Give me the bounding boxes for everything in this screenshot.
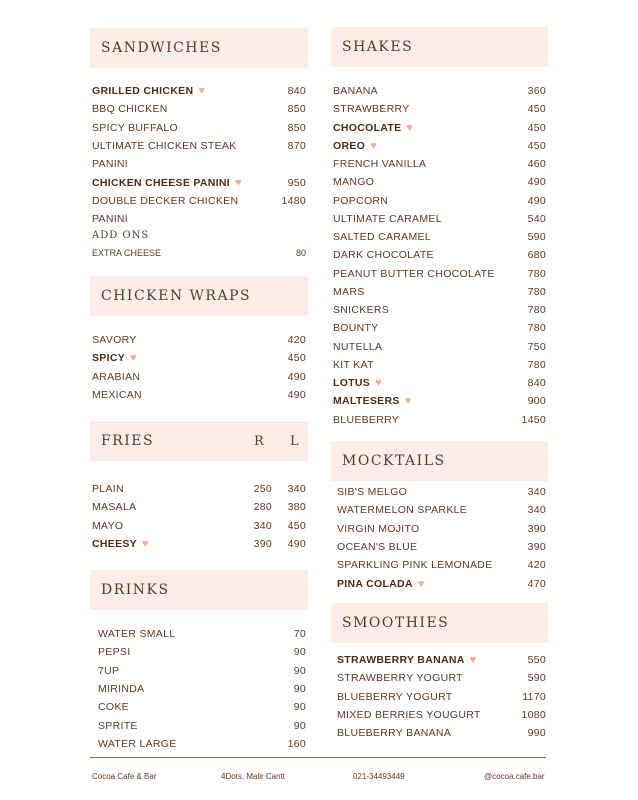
footer-name: Cocoa Cafe & Bar xyxy=(92,772,157,781)
item-name xyxy=(92,501,136,513)
item-name-text: PANINI xyxy=(92,213,129,226)
heart-icon: ♥ xyxy=(406,121,414,134)
heart-icon: ♥ xyxy=(198,85,206,97)
menu-item xyxy=(333,155,546,173)
item-name-text: BANANA xyxy=(333,85,378,97)
item-name xyxy=(92,158,128,170)
menu-item xyxy=(92,386,306,404)
item-name-text: MALTESERS xyxy=(333,395,400,408)
item-price: 850 xyxy=(287,121,306,134)
item-name xyxy=(92,85,205,97)
menu-item xyxy=(92,331,306,349)
item-name-text: CHOCOLATE xyxy=(333,121,402,134)
item-name-text: NUTELLA xyxy=(333,340,383,353)
menu-item xyxy=(337,483,546,501)
menu-item xyxy=(333,411,546,429)
item-price: 990 xyxy=(527,727,546,740)
heart-icon: ♥ xyxy=(469,654,477,666)
menu-item xyxy=(333,338,546,356)
menu-item xyxy=(333,228,546,246)
item-price: 450 xyxy=(527,139,546,152)
item-prices xyxy=(238,520,306,532)
menu-item xyxy=(333,192,546,210)
menu-item xyxy=(92,349,306,367)
item-name xyxy=(337,578,425,590)
item-name xyxy=(333,377,382,389)
item-name xyxy=(333,231,431,243)
mocktails-header xyxy=(331,441,548,481)
menu-item xyxy=(92,137,306,155)
section-title: FRIES xyxy=(101,433,155,449)
heart-icon: ♥ xyxy=(130,352,137,365)
item-name-text: BOUNTY xyxy=(333,322,379,335)
price-large: 490 xyxy=(287,537,306,550)
item-price: 780 xyxy=(527,267,546,280)
item-price: 680 xyxy=(527,249,546,262)
item-name xyxy=(337,523,419,535)
menu-item xyxy=(98,625,306,643)
section-title: DRINKS xyxy=(101,582,170,598)
item-name xyxy=(92,352,137,364)
item-name-text: PINA COLADA xyxy=(337,577,413,590)
menu-item xyxy=(337,669,546,687)
menu-item xyxy=(333,319,546,337)
menu-item xyxy=(92,368,306,386)
item-name xyxy=(337,541,417,553)
item-name xyxy=(337,654,476,666)
item-name-text: SPARKLING PINK LEMONADE xyxy=(337,559,493,572)
item-price: 550 xyxy=(527,654,546,666)
menu-item xyxy=(92,155,306,173)
item-price: 780 xyxy=(527,304,546,316)
item-price: 360 xyxy=(527,85,546,97)
item-name xyxy=(98,665,119,677)
item-name xyxy=(92,177,242,189)
menu-item xyxy=(98,643,306,661)
menu-item xyxy=(98,717,306,735)
menu-item xyxy=(337,688,546,706)
item-price: 390 xyxy=(527,540,546,553)
item-price: 90 xyxy=(293,682,306,695)
item-name-text: COKE xyxy=(98,701,129,714)
price-large: 450 xyxy=(287,519,306,532)
item-name xyxy=(337,672,463,684)
price-regular: 250 xyxy=(253,483,272,495)
menu-item xyxy=(92,100,306,118)
item-price: 90 xyxy=(293,646,306,659)
item-prices xyxy=(238,501,306,513)
menu-item xyxy=(92,210,306,228)
item-name xyxy=(337,727,451,739)
item-name-text: BBQ CHICKEN xyxy=(92,103,168,116)
drinks-header xyxy=(90,570,308,610)
menu-item xyxy=(92,174,306,192)
item-name xyxy=(333,414,399,426)
item-name-text: SPICY BUFFALO xyxy=(92,121,178,134)
price-regular: 340 xyxy=(253,519,272,532)
menu-item xyxy=(98,735,306,753)
item-name xyxy=(337,559,493,571)
item-name-text: VIRGIN MOJITO xyxy=(337,522,420,535)
item-name xyxy=(333,359,374,371)
item-name-text: MARS xyxy=(333,285,365,298)
item-name-text: PEANUT BUTTER CHOCOLATE xyxy=(333,267,495,280)
menu-item xyxy=(92,517,306,535)
item-name: EXTRA CHEESE xyxy=(92,248,162,258)
item-name-text: DARK CHOCOLATE xyxy=(333,249,434,262)
item-name xyxy=(98,646,130,658)
item-name xyxy=(337,504,467,516)
item-price: 490 xyxy=(527,176,546,189)
item-price: 490 xyxy=(527,194,546,207)
item-name-text: PANINI xyxy=(92,158,129,171)
item-price: 540 xyxy=(527,212,546,225)
item-name xyxy=(333,158,426,170)
item-name-text: MEXICAN xyxy=(92,388,142,401)
item-name-text: CHICKEN CHEESE PANINI xyxy=(92,176,230,189)
addon-item xyxy=(92,248,306,258)
item-name-text: ULTIMATE CARAMEL xyxy=(333,212,442,225)
heart-icon: ♥ xyxy=(234,176,242,189)
heart-icon: ♥ xyxy=(370,139,377,152)
item-price: 340 xyxy=(527,486,546,498)
item-price: 850 xyxy=(287,103,306,116)
item-prices xyxy=(238,483,306,495)
item-price: 1480 xyxy=(281,194,306,207)
item-price: 470 xyxy=(527,577,546,590)
item-name-text: LOTUS xyxy=(333,377,371,389)
item-name-text: MASALA xyxy=(92,501,137,514)
item-name xyxy=(98,701,129,713)
item-name xyxy=(333,249,434,261)
item-name-text: PLAIN xyxy=(92,483,124,495)
sandwiches-header xyxy=(90,28,308,68)
item-name-text: SIB'S MELGO xyxy=(337,486,408,498)
item-price: 950 xyxy=(287,176,306,189)
item-price: 780 xyxy=(527,322,546,335)
menu-item xyxy=(337,520,546,538)
section-title: SANDWICHES xyxy=(101,40,222,56)
item-name-text: SALTED CARAMEL xyxy=(333,231,431,243)
item-name xyxy=(337,691,452,703)
menu-item xyxy=(337,556,546,574)
item-price: 780 xyxy=(527,285,546,298)
item-name xyxy=(337,486,407,498)
item-name-text: 7UP xyxy=(98,664,120,677)
item-name xyxy=(98,683,144,695)
item-name xyxy=(92,140,236,152)
smoothies-header xyxy=(331,603,548,643)
item-price: 90 xyxy=(293,664,306,677)
item-name-text: BLUEBERRY BANANA xyxy=(337,727,452,740)
item-price: 590 xyxy=(527,231,546,243)
item-name xyxy=(333,286,365,298)
heart-icon: ♥ xyxy=(375,377,382,389)
menu-item xyxy=(337,575,546,593)
item-name xyxy=(333,176,374,188)
heart-icon: ♥ xyxy=(404,395,412,408)
section-title: SMOOTHIES xyxy=(342,615,450,631)
footer-divider xyxy=(90,757,546,758)
item-price: 780 xyxy=(527,358,546,371)
item-name-text: STRAWBERRY BANANA xyxy=(337,654,465,666)
menu-item xyxy=(333,82,546,100)
item-price: 490 xyxy=(287,388,306,401)
item-price: 450 xyxy=(527,121,546,134)
item-name xyxy=(92,371,140,383)
item-name xyxy=(92,213,128,225)
menu-item xyxy=(333,210,546,228)
item-name xyxy=(333,213,442,225)
menu-item xyxy=(92,119,306,137)
item-price: 900 xyxy=(527,395,546,408)
item-price: 80 xyxy=(295,248,306,258)
item-price: 590 xyxy=(527,672,546,685)
item-price: 90 xyxy=(293,701,306,714)
item-price: 420 xyxy=(287,334,306,346)
fries-col-l: L xyxy=(290,433,299,449)
item-name-text: SAVORY xyxy=(92,334,137,346)
price-large: 380 xyxy=(287,501,306,514)
section-title: CHICKEN WRAPS xyxy=(101,288,252,304)
item-name xyxy=(333,103,410,115)
item-name xyxy=(92,195,238,207)
menu-item xyxy=(92,535,306,553)
menu-item xyxy=(333,374,546,392)
item-name-text: CHEESY xyxy=(92,537,137,550)
item-price: 450 xyxy=(287,352,306,365)
menu-item xyxy=(92,82,306,100)
menu-item xyxy=(333,119,546,137)
heart-icon: ♥ xyxy=(417,577,425,590)
item-name xyxy=(98,628,175,640)
item-name-text: MIXED BERRIES YOUGURT xyxy=(337,708,481,721)
section-title: MOCKTAILS xyxy=(342,453,446,469)
item-price: 70 xyxy=(293,628,306,640)
item-name xyxy=(98,738,177,750)
menu-item xyxy=(92,498,306,516)
menu-item xyxy=(98,662,306,680)
item-name xyxy=(92,122,178,134)
addons-title: ADD ONS xyxy=(92,230,150,241)
item-name-text: WATER SMALL xyxy=(98,628,176,640)
item-price: 1450 xyxy=(521,413,546,426)
item-name xyxy=(333,395,412,407)
item-price: 390 xyxy=(527,522,546,535)
item-price: 840 xyxy=(527,377,546,389)
item-name xyxy=(333,268,495,280)
menu-item xyxy=(333,173,546,191)
fries-col-r: R xyxy=(254,433,264,449)
shakes-header xyxy=(331,27,548,67)
item-name-text: FRENCH VANILLA xyxy=(333,158,427,170)
item-name-text: OREO xyxy=(333,139,366,152)
item-name xyxy=(92,103,168,115)
item-name-text: BLUEBERRY xyxy=(333,413,400,426)
menu-item xyxy=(337,651,546,669)
item-name xyxy=(92,520,123,532)
item-prices xyxy=(238,538,306,550)
item-name-text: SNICKERS xyxy=(333,304,390,316)
item-price: 870 xyxy=(287,139,306,152)
item-name-text: BLUEBERRY YOGURT xyxy=(337,690,453,703)
menu-item xyxy=(333,137,546,155)
price-regular: 390 xyxy=(253,537,272,550)
item-name-text: MAYO xyxy=(92,519,124,532)
item-name xyxy=(337,709,481,721)
item-name-text: STRAWBERRY xyxy=(333,103,410,116)
item-price: 1080 xyxy=(521,708,546,721)
item-name xyxy=(333,195,388,207)
item-price: 160 xyxy=(287,737,306,750)
menu-item xyxy=(337,501,546,519)
item-name xyxy=(92,538,149,550)
item-name-text: WATERMELON SPARKLE xyxy=(337,504,468,517)
menu-item xyxy=(333,392,546,410)
item-name-text: MANGO xyxy=(333,176,375,189)
price-regular: 280 xyxy=(253,501,272,514)
fries-header xyxy=(90,421,308,461)
item-price: 1170 xyxy=(522,690,546,703)
item-price: 340 xyxy=(527,504,546,517)
footer-social: @cocoa.cafe.bar xyxy=(484,772,545,781)
item-name-text: SPICY xyxy=(92,352,126,365)
item-name-text: MIRINDA xyxy=(98,682,145,695)
item-name xyxy=(92,389,142,401)
menu-item xyxy=(333,246,546,264)
menu-item xyxy=(92,192,306,210)
item-price: 750 xyxy=(527,340,546,353)
item-name xyxy=(98,720,138,732)
item-name xyxy=(92,483,124,495)
menu-item xyxy=(98,698,306,716)
item-price: 90 xyxy=(293,719,306,732)
item-name xyxy=(92,334,137,346)
item-price: 420 xyxy=(527,559,546,572)
item-price: 460 xyxy=(527,158,546,170)
chicken-wraps-header xyxy=(90,276,308,316)
menu-item xyxy=(333,283,546,301)
item-name-text: ULTIMATE CHICKEN STEAK xyxy=(92,139,237,152)
item-name-text: SPRITE xyxy=(98,719,138,732)
item-name-text: STRAWBERRY YOGURT xyxy=(337,672,463,685)
item-name-text: WATER LARGE xyxy=(98,737,177,750)
menu-item xyxy=(333,100,546,118)
menu-item xyxy=(92,480,306,498)
price-large: 340 xyxy=(287,483,306,495)
menu-item xyxy=(337,724,546,742)
item-name xyxy=(333,341,382,353)
menu-item xyxy=(333,265,546,283)
heart-icon: ♥ xyxy=(141,537,149,550)
menu-item xyxy=(337,706,546,724)
item-name-text: ARABIAN xyxy=(92,370,141,383)
item-price: 490 xyxy=(287,370,306,383)
item-name-text: KIT KAT xyxy=(333,358,374,371)
item-name xyxy=(333,140,377,152)
section-title: SHAKES xyxy=(342,39,414,55)
menu-item xyxy=(333,301,546,319)
item-name-text: PEPSI xyxy=(98,646,131,659)
item-name xyxy=(333,304,389,316)
footer-phone: 021-34493449 xyxy=(353,772,405,781)
footer-address: 4Dots, Malir Cantt xyxy=(221,772,286,781)
menu-item xyxy=(98,680,306,698)
menu-item xyxy=(337,538,546,556)
item-name-text: POPCORN xyxy=(333,194,389,207)
item-name-text: DOUBLE DECKER CHICKEN xyxy=(92,194,239,207)
item-name xyxy=(333,85,378,97)
item-price: 840 xyxy=(287,85,306,97)
item-name xyxy=(333,122,413,134)
menu-item xyxy=(333,356,546,374)
item-price: 450 xyxy=(527,103,546,116)
item-name-text: OCEAN'S BLUE xyxy=(337,540,418,553)
item-name-text: GRILLED CHICKEN xyxy=(92,85,194,97)
item-name xyxy=(333,322,379,334)
